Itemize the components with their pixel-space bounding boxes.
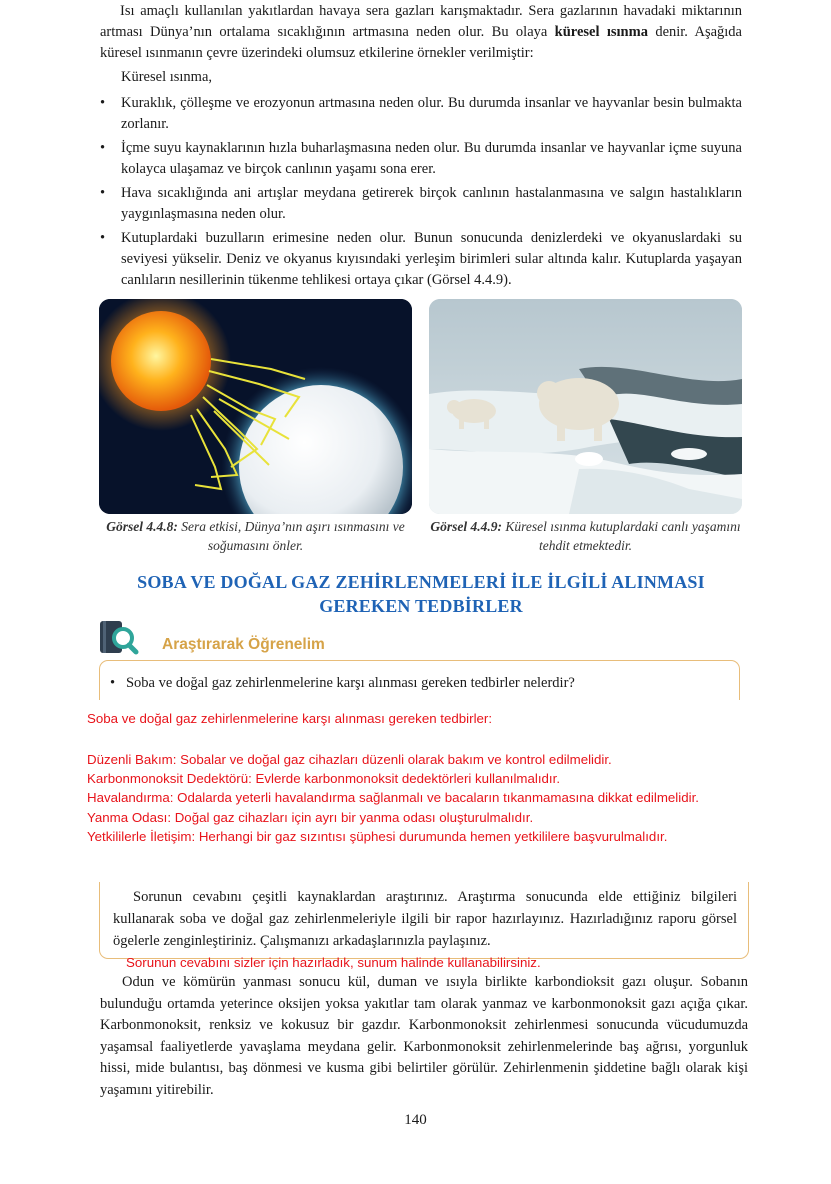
section-title: SOBA VE DOĞAL GAZ ZEHİRLENMELERİ İLE İLGİLİ ALINMASI GEREKEN TEDBİRLER bbox=[137, 572, 705, 616]
key-term: küresel ısınma bbox=[554, 24, 648, 40]
co-paragraph: Odun ve kömürün yanması sonucu kül, duman ve ısıyla birlikte karbondioksit gazı oluşur. Sobanın bulunduğu ortamda yeterince oksijen yoksa yakıtlar tam olarak yanmaz ve karbonmonoksit gazı açığa çıkar. Karbonmonoksit, renksiz ve kokusuz bir gazdır. Karbonmonoksit zehirlenmesi sonucunda vücudumuzda yaşamsal faaliyetlerde yavaşlama meydana gelir. Karbonmonoksit zehirlenmelerinde baş ağrısı, yorgunluk hissi, mide bulantısı, baş dönmesi ve kusma gibi belirtiler görülür. Zehirlenmenin şiddetine bağlı olarak kişi yaşamını yitirebilir. bbox=[100, 974, 748, 1098]
list-item: • Kuraklık, çölleşme ve erozyonun artmasına neden olur. Bu durumda insanlar ve hayvanlar besin bulmakta zorlanır. bbox=[100, 95, 742, 132]
answer-item: Karbonmonoksit Dedektörü: Evlerde karbonmonoksit dedektörleri kullanılmalıdır. bbox=[87, 771, 561, 787]
figure-2-caption: Görsel 4.4.9: Küresel ısınma kutuplardaki canlı yaşamını tehdit etmektedir. bbox=[430, 519, 741, 553]
polar-bears-figure bbox=[429, 299, 742, 514]
greenhouse-figure bbox=[99, 299, 412, 514]
paragraph-text: denir. Aşağıda küresel ısınmanın çevre üzerindeki olumsuz etkilerine örnekler verilmiştir: bbox=[100, 24, 742, 61]
book-magnifier-icon bbox=[99, 619, 139, 655]
list-item: • İçme suyu kaynaklarının hızla buharlaşmasına neden olur. Bu durumda insanlar ve hayvanlar içme suyuna kolayca ulaşamaz ve birçok canlının yaşamı sona erer. bbox=[100, 140, 742, 177]
list-intro: Küresel ısınma, bbox=[121, 69, 213, 85]
answer-note: Sorunun cevabını sizler için hazırladık, sunum halinde kullanabilirsiniz. bbox=[126, 955, 541, 970]
page-number: 140 bbox=[404, 1112, 427, 1128]
answer-intro: Soba ve doğal gaz zehirlenmelerine karşı alınması gereken tedbirler: bbox=[87, 711, 493, 726]
research-heading: Araştırarak Öğrenelim bbox=[162, 636, 325, 653]
answer-item: Yetkililerle İletişim: Herhangi bir gaz sızıntısı şüphesi durumunda hemen yetkililere başvurulmalıdır. bbox=[87, 828, 668, 844]
intro-paragraph bbox=[100, 1, 742, 64]
list-item: • Kutuplardaki buzulların erimesine neden olur. Bunun sonucunda denizlerdeki ve okyanuslardaki su seviyesi yükselir. Deniz ve okyanus kıyısındaki yerleşim birimleri sular altında kalır. Kutuplarda yaşayan canlıların nesillerinin tükenme tehlikesi ortaya çıkar (Görsel 4.4.9). bbox=[100, 230, 742, 288]
task-text: Sorunun cevabını çeşitli kaynaklardan araştırınız. Araştırma sonucunda elde ettiğiniz bilgileri kullanarak soba ve doğal gaz zehirlenmeleriyle ilgili bir rapor hazırlayınız. Hazırladığınız raporu görsel ögelerle zenginleştiriniz. Çalışmanızı arkadaşlarınızla paylaşınız. bbox=[113, 889, 737, 949]
answer-list bbox=[87, 750, 699, 846]
answer-item: Düzenli Bakım: Sobalar ve doğal gaz cihazları düzenli olarak bakım ve kontrol edilmelidir. bbox=[87, 752, 612, 767]
question-text: • Soba ve doğal gaz zehirlenmelerine karşı alınması gereken tedbirler nelerdir? bbox=[110, 675, 575, 691]
answer-item: Havalandırma: Odalarda yeterli havalandırma sağlanmalı ve bacaların tıkanmamasına dikkat edilmelidir. bbox=[87, 790, 699, 806]
paragraph-text: Isı amaçlı kullanılan yakıtlardan havaya sera gazları karışmaktadır. Sera gazlarının havadaki miktarının artması Dünya’nın ortalama sıcaklığının artmasına neden olur. Bu olaya bbox=[100, 3, 742, 40]
polar-bears-photo bbox=[429, 299, 742, 514]
effects-list bbox=[100, 93, 742, 294]
figure-1-caption: Görsel 4.4.8: Sera etkisi, Dünya’nın aşırı ısınmasını ve soğumasını önler. bbox=[106, 519, 405, 553]
answer-item: Yanma Odası: Doğal gaz cihazları için ayrı bir yanma odası oluşturulmalıdır. bbox=[87, 809, 534, 825]
sun-earth-illustration bbox=[99, 299, 412, 514]
list-item: • Hava sıcaklığında ani artışlar meydana getirerek birçok canlının hastalanmasına ve salgın hastalıkların yaygınlaşmasına neden olur. bbox=[100, 185, 742, 222]
